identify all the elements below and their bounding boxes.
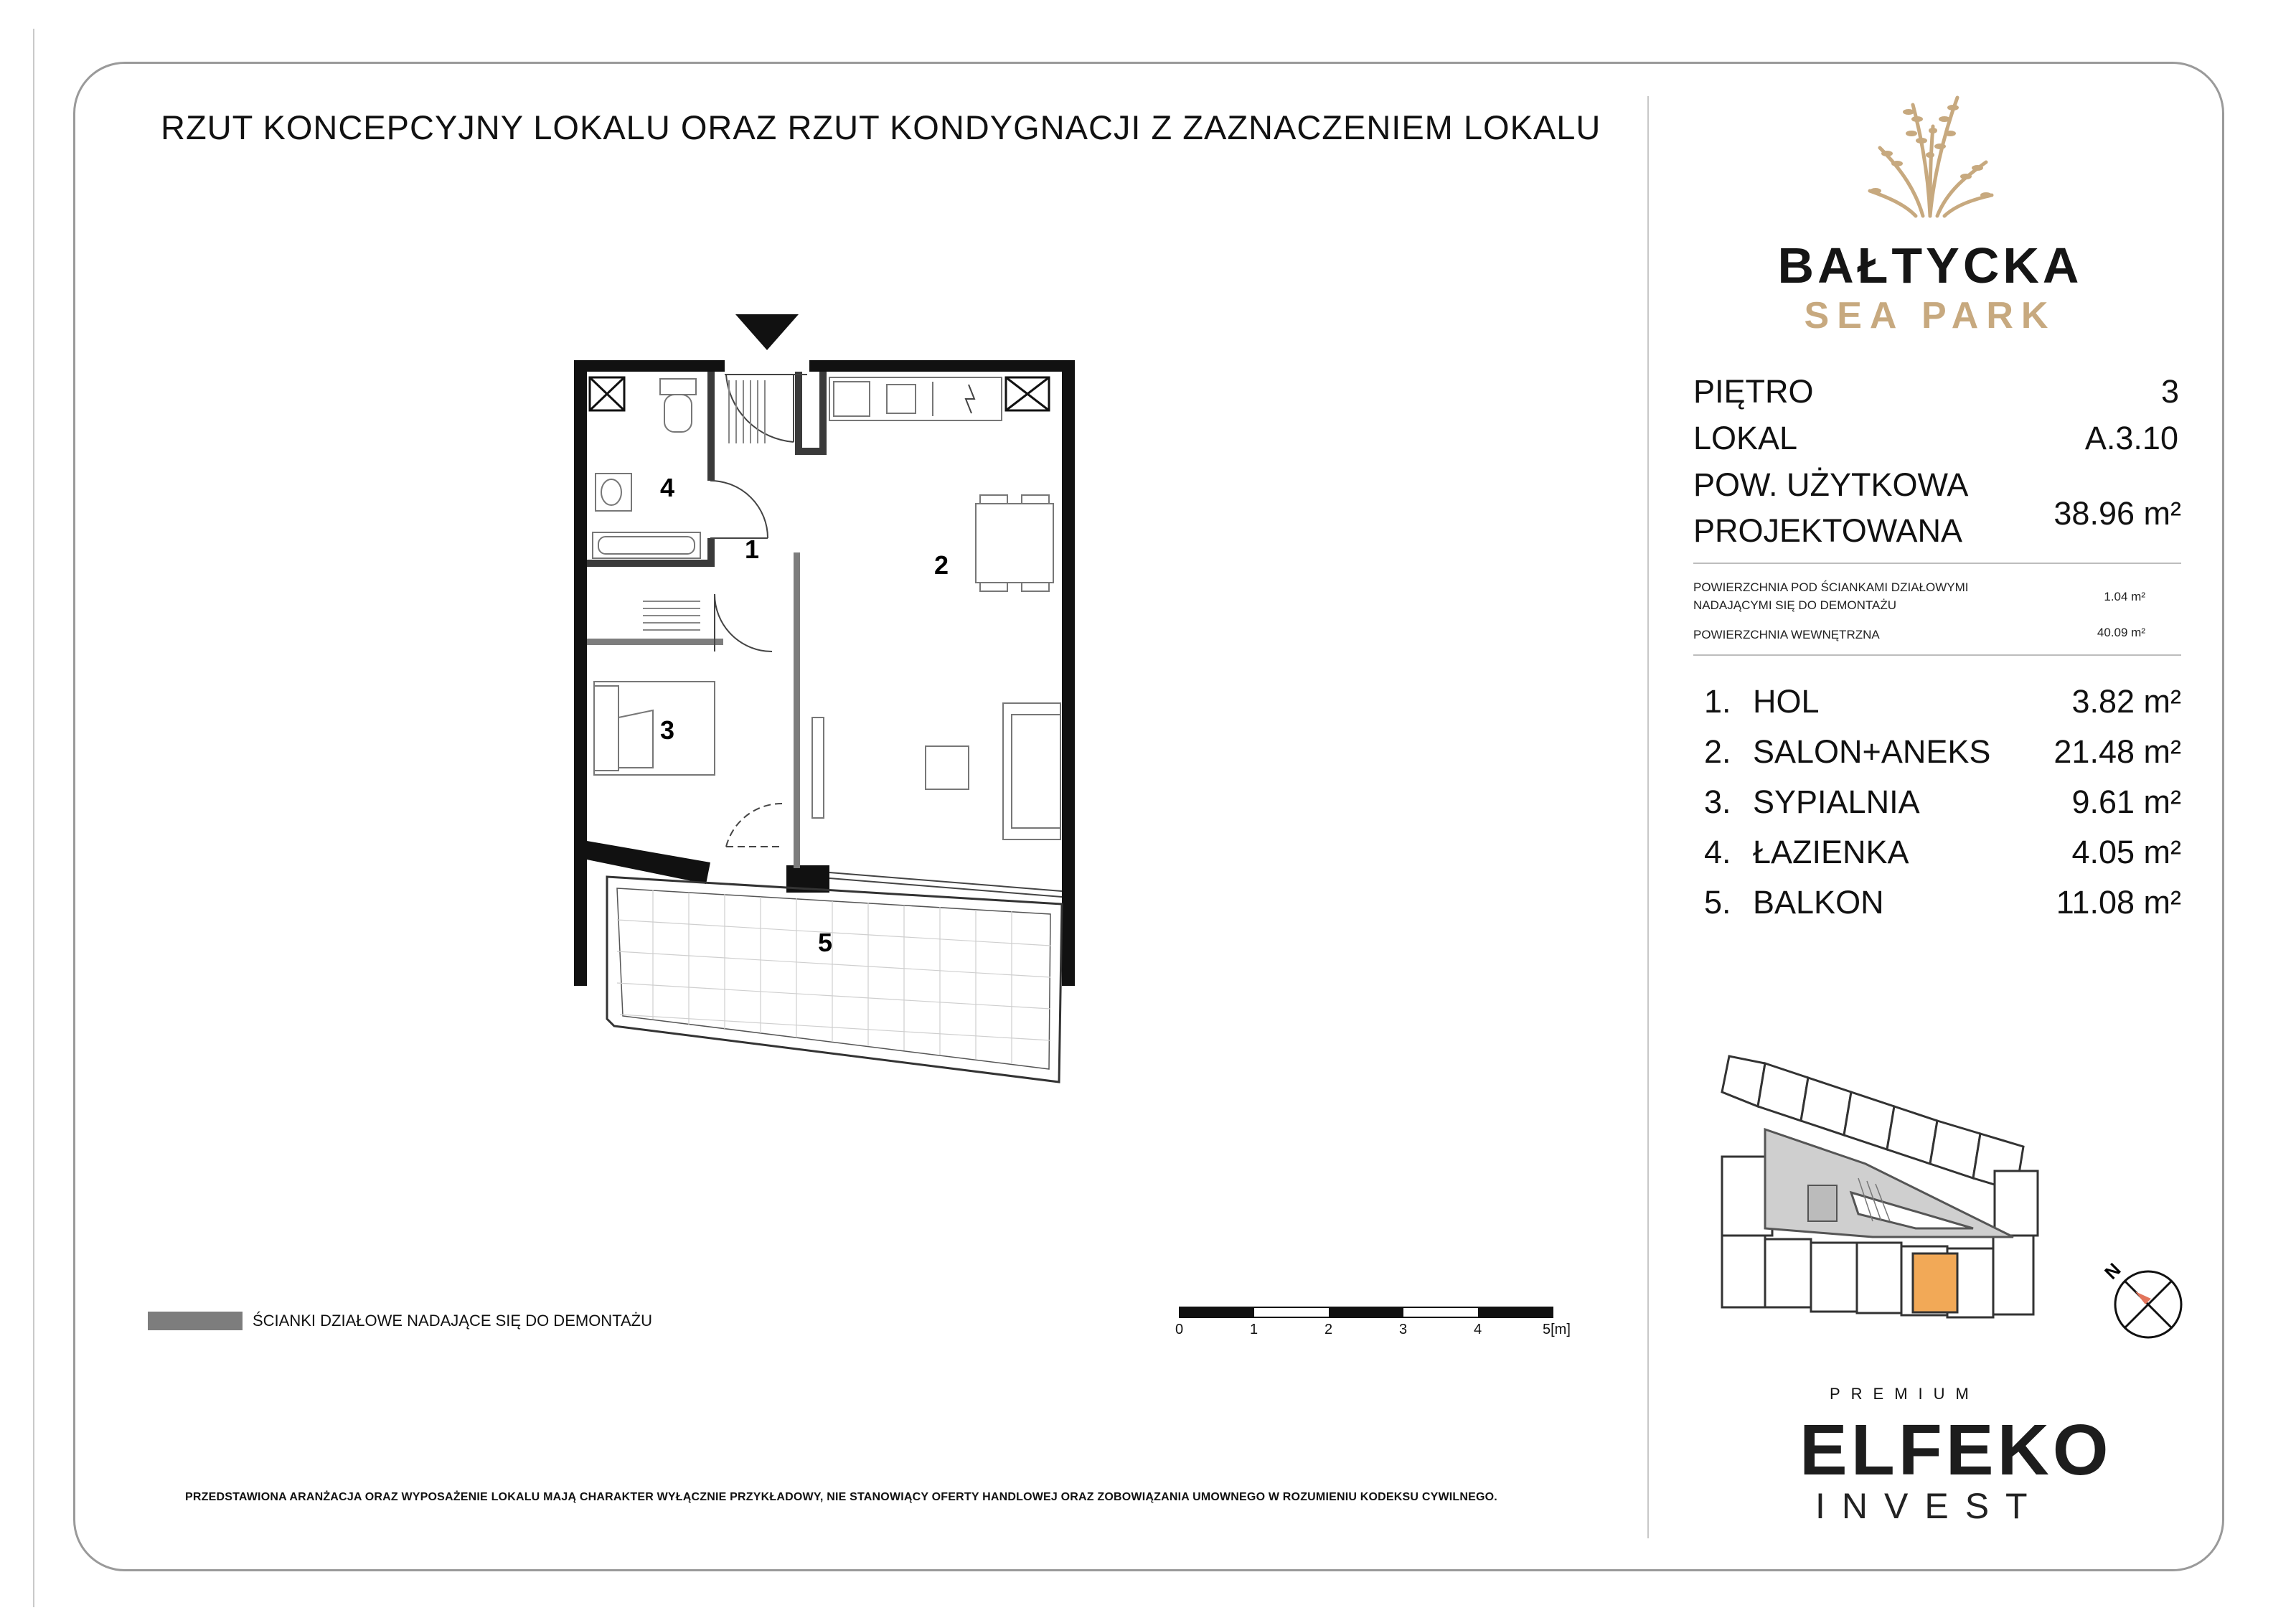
scale-label: 2 xyxy=(1325,1322,1333,1337)
room-row xyxy=(1704,733,2181,773)
bedroom-door xyxy=(726,804,784,847)
divider-line xyxy=(1693,654,2181,656)
legend-label: ŚCIANKI DZIAŁOWE NADAJĄCE SIĘ DO DEMONTAŻU xyxy=(253,1312,652,1330)
room-row xyxy=(1704,683,2181,723)
scale-label: 3 xyxy=(1399,1322,1408,1337)
entry-door xyxy=(725,375,807,442)
room-number: 4. xyxy=(1704,834,1731,870)
dining-table xyxy=(976,495,1053,591)
column-divider xyxy=(1647,96,1649,1538)
kitchen-counter xyxy=(829,377,1002,420)
unit-label: LOKAL xyxy=(1693,420,1798,456)
seagrass-logo-icon xyxy=(1858,83,2002,220)
developer-invest: INVEST xyxy=(1815,1486,2044,1526)
shaft-left xyxy=(590,377,624,410)
floor-plan xyxy=(560,301,1091,1098)
scale-label: 5[m] xyxy=(1543,1322,1571,1337)
sofa xyxy=(926,703,1060,839)
floor-label: PIĘTRO xyxy=(1693,373,1814,410)
room-label-5: 5 xyxy=(817,928,833,957)
entrance-arrow-icon xyxy=(735,314,799,350)
room-area: 3.82 m² xyxy=(2071,683,2181,720)
building-key-plan xyxy=(1700,1049,2088,1336)
compass-icon xyxy=(2098,1257,2184,1343)
inner-area-value: 40.09 m² xyxy=(2097,626,2145,639)
room-name: SYPIALNIA xyxy=(1753,784,1920,820)
room-row xyxy=(1704,884,2181,924)
area-value: 38.96 m² xyxy=(2053,495,2181,532)
partition-area-label: POWIERZCHNIA POD ŚCIANKAMI DZIAŁOWYMI NADAJĄCYMI SIĘ DO DEMONTAŻU xyxy=(1693,580,1969,612)
partition-area-value: 1.04 m² xyxy=(2104,590,2145,603)
floor-value: 3 xyxy=(2160,373,2179,410)
room-label-3: 3 xyxy=(659,715,675,745)
bathroom-fixtures xyxy=(593,379,700,558)
area-label-line2: PROJEKTOWANA xyxy=(1693,512,1963,549)
page-title: RZUT KONCEPCYJNY LOKALU ORAZ RZUT KONDYGNACJI Z ZAZNACZENIEM LOKALU xyxy=(161,108,1601,146)
room-name: SALON+ANEKS xyxy=(1753,733,1991,770)
room-name: HOL xyxy=(1753,683,1820,720)
room-label-4: 4 xyxy=(659,473,675,502)
bed xyxy=(594,682,715,775)
developer-name: ELFEKO xyxy=(1799,1410,2112,1490)
scale-bar xyxy=(1177,1304,1564,1322)
room-name: ŁAZIENKA xyxy=(1753,834,1909,870)
scale-label: 0 xyxy=(1175,1322,1184,1337)
hall-wardrobe xyxy=(729,380,765,443)
bedroom-wardrobe xyxy=(643,601,700,630)
room-name: BALKON xyxy=(1753,884,1884,921)
page-edge-rule xyxy=(33,29,34,1607)
partition-area-row xyxy=(1693,578,2181,617)
room-number: 5. xyxy=(1704,884,1731,921)
room-area: 11.08 m² xyxy=(2056,884,2181,921)
developer-premium: PREMIUM xyxy=(1830,1385,1980,1403)
room-number: 1. xyxy=(1704,683,1731,720)
balcony xyxy=(607,877,1062,1082)
area-row xyxy=(1693,466,2181,552)
room-area: 4.05 m² xyxy=(2071,834,2181,870)
room-label-2: 2 xyxy=(933,550,949,580)
floor-row xyxy=(1693,373,2181,413)
room-area: 9.61 m² xyxy=(2071,784,2181,820)
bathroom-door xyxy=(710,481,768,538)
selected-unit-highlight xyxy=(1913,1253,1957,1312)
inner-area-label: POWIERZCHNIA WEWNĘTRZNA xyxy=(1693,628,1880,641)
room-number: 3. xyxy=(1704,784,1731,820)
brand-subname: SEA PARK xyxy=(1804,295,2056,337)
interior-walls xyxy=(587,372,827,567)
shaft-right xyxy=(1006,377,1049,410)
room-label-1: 1 xyxy=(744,535,760,564)
room-row xyxy=(1704,834,2181,874)
brand-name: BAŁTYCKA xyxy=(1777,237,2083,293)
divider-line xyxy=(1693,563,2181,564)
compass-label: N xyxy=(2100,1259,2125,1284)
room-number: 2. xyxy=(1704,733,1731,770)
scale-label: 1 xyxy=(1250,1322,1258,1337)
room-area: 21.48 m² xyxy=(2053,733,2181,770)
legend-swatch xyxy=(148,1312,243,1330)
room-row xyxy=(1704,784,2181,824)
unit-value: A.3.10 xyxy=(2084,420,2178,456)
inner-area-row xyxy=(1693,626,2181,646)
tv-unit xyxy=(812,718,824,818)
scale-label: 4 xyxy=(1474,1322,1482,1337)
unit-row xyxy=(1693,420,2181,460)
area-label-line1: POW. UŻYTKOWA xyxy=(1693,466,1969,503)
disclaimer: PRZEDSTAWIONA ARANŻACJA ORAZ WYPOSAŻENIE LOKALU MAJĄ CHARAKTER WYŁĄCZNIE PRZYKŁADOWY, NIE STANOWIĄCY OFERTY HANDLOWEJ ORAZ ZOBOWIĄZANIA UMOWNEGO W ROZUMIENIU KODEKSU CYWILNEGO. xyxy=(185,1491,1497,1503)
